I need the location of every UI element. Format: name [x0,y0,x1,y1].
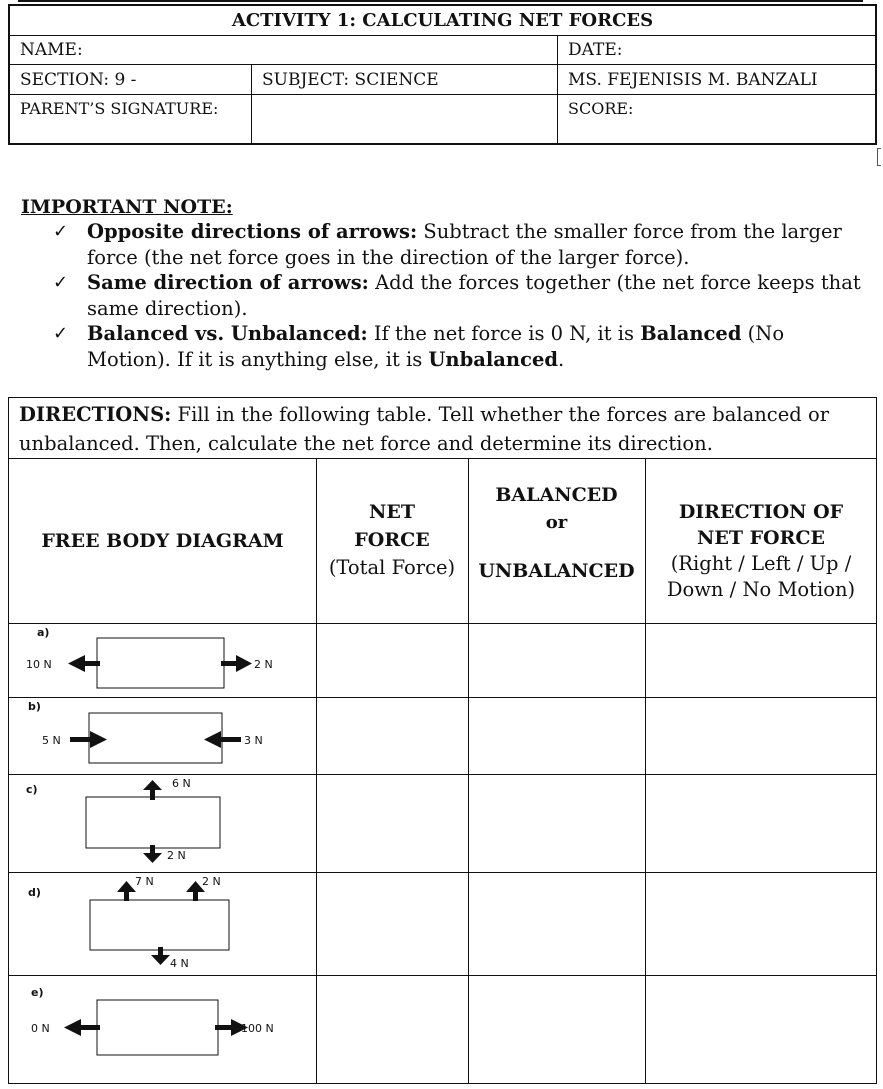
name-label: NAME: [20,39,83,60]
free-body-diagram-a [9,624,309,696]
note-item-heading: Opposite directions of arrows: [87,220,418,243]
top-border-line [18,0,863,2]
important-note [21,195,861,372]
note-item-text: Add the forces together (the net force keeps that same direction). [87,271,861,320]
answer-net-force-c[interactable] [317,775,468,872]
page-edge-mark [877,148,881,166]
right-force-label: 2 N [254,658,273,671]
checkmark-icon: ✓ [53,323,69,344]
net-force-header-sub: (Total Force) [328,556,456,579]
free-body-diagram-e [9,976,309,1083]
up-force-label: 6 N [172,777,191,790]
answer-balanced-e[interactable] [469,976,645,1083]
score-label: SCORE: [568,99,634,118]
answer-direction-a[interactable] [646,624,876,697]
direction-header-sub1: (Right / Left / Up / [670,552,852,575]
answer-balanced-a[interactable] [469,624,645,697]
activity-table [8,397,877,1084]
note-title: IMPORTANT NOTE: [21,196,233,218]
net-force-header-line1: NET [369,501,415,523]
fbd-header-label: FREE BODY DIAGRAM [41,530,284,552]
object-box [97,638,224,688]
parent-signature-label-cell [10,95,252,145]
balanced-header-line3: UNBALANCED [478,560,635,582]
header-balanced [468,482,645,585]
header-free-body-diagram [9,459,316,623]
left-arrow-icon [68,655,100,672]
diagram-letter: b) [28,700,41,713]
right-arrow-icon [221,655,252,672]
direction-header-sub2: Down / No Motion) [666,578,856,601]
subject-cell [252,65,558,94]
header-row-section [10,65,875,95]
diagram-letter: e) [31,986,44,999]
header-table [8,4,877,145]
down-force-label: 4 N [170,957,189,970]
answer-net-force-d[interactable] [317,873,468,975]
object-box [86,797,220,848]
parent-signature-field[interactable] [252,95,558,145]
note-item-same [21,270,861,321]
checkmark-icon: ✓ [53,272,69,293]
note-item-text: If the net force is 0 N, it is [367,322,641,345]
directions-label: DIRECTIONS: [19,403,172,426]
header-row-name [10,35,875,65]
answer-direction-b[interactable] [646,698,876,774]
diagram-letter: c) [26,783,38,796]
answer-net-force-b[interactable] [317,698,468,774]
free-body-diagram-b [9,698,309,774]
direction-header-line2: NET FORCE [696,527,826,549]
up-arrow-icon [117,881,136,901]
section-label: SECTION: 9 - [20,69,137,90]
note-item-heading: Same direction of arrows: [87,271,369,294]
activity-title: ACTIVITY 1: CALCULATING NET FORCES [10,6,875,36]
answer-direction-d[interactable] [646,873,876,975]
direction-header-line1: DIRECTION OF [678,501,844,523]
answer-net-force-a[interactable] [317,624,468,697]
answer-net-force-e[interactable] [317,976,468,1083]
section-field[interactable] [10,65,252,94]
note-item-opposite [21,219,861,270]
balanced-word: Balanced [640,322,742,345]
unbalanced-word: Unbalanced [428,347,559,371]
balanced-header-line1: BALANCED [495,484,618,506]
directions [9,398,876,459]
right-force-label: 3 N [244,734,263,747]
note-item-text: (No Motion). If it is anything else, it is [87,322,785,371]
subject-label: SUBJECT: SCIENCE [262,69,439,90]
left-arrow-icon [64,1019,100,1036]
header-direction [645,499,877,603]
answer-direction-c[interactable] [646,775,876,872]
note-item-text: Subtract the smaller force from the larger force (the net force goes in the direction of the larger force). [87,220,842,269]
balanced-header-or: or [545,512,568,533]
left-force-label: 10 N [26,658,52,671]
teacher-cell [558,65,877,94]
net-force-header-line2: FORCE [354,529,430,551]
header-net-force [316,498,468,582]
checkmark-icon: ✓ [53,221,69,242]
free-body-diagram-d [9,873,309,975]
note-item-heading: Balanced vs. Unbalanced: [87,322,368,345]
date-label: DATE: [568,39,623,60]
name-field[interactable] [10,35,558,64]
left-force-label: 0 N [31,1022,50,1035]
diagram-letter: a) [37,626,50,639]
down-force-label: 2 N [167,849,186,862]
score-field[interactable] [558,95,877,145]
left-force-label: 5 N [42,734,61,747]
directions-text: Fill in the following table. Tell whether the forces are balanced or unbalanced. Then, calculate the net force and determine its direction. [19,403,830,455]
answer-balanced-c[interactable] [469,775,645,872]
answer-direction-e[interactable] [646,976,876,1083]
object-box [89,713,222,763]
note-item-balanced [21,321,861,372]
answer-balanced-b[interactable] [469,698,645,774]
diagram-letter: d) [28,886,41,899]
object-box [97,1000,218,1055]
up-force-label-1: 7 N [135,875,154,888]
note-item-text: . [558,347,565,371]
free-body-diagram-c [9,775,309,872]
object-box [90,900,229,950]
parent-signature-label: PARENT’S SIGNATURE: [20,99,219,118]
date-field[interactable] [558,35,877,64]
header-row-signature [10,95,875,145]
right-force-label: 100 N [241,1022,274,1035]
teacher-name: MS. FEJENISIS M. BANZALI [568,69,818,90]
up-force-label-2: 2 N [202,875,221,888]
answer-balanced-d[interactable] [469,873,645,975]
